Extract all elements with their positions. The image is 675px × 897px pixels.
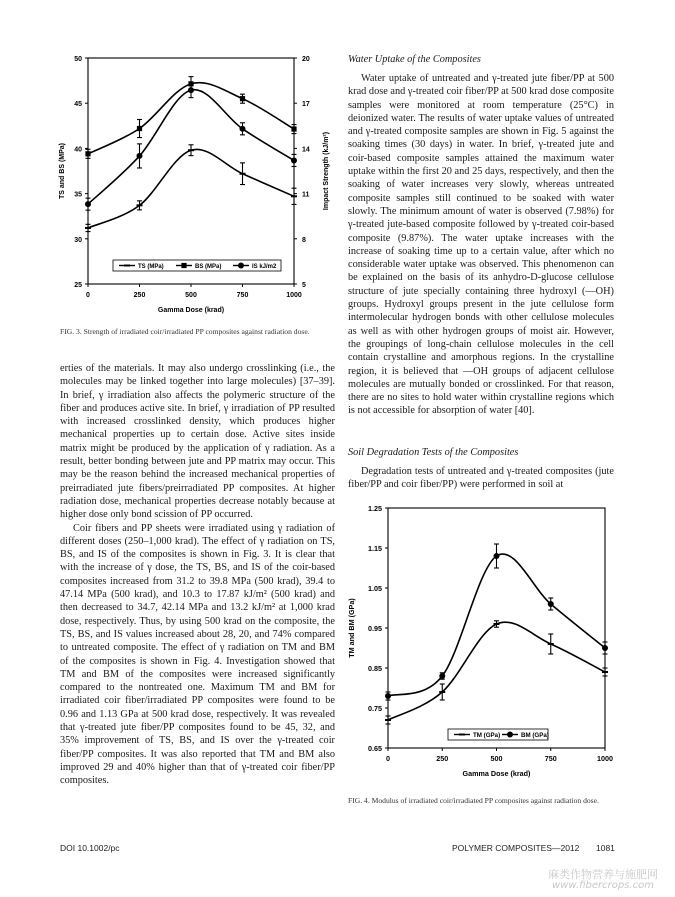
y2-tick-label: 20 — [302, 56, 310, 63]
water-uptake-paragraph: Water uptake of untreated and γ-treated jute fiber/PP at 500 krad dose and γ-treated coir fiber/PP at 500 krad dose composite samples were monitored at room temperature (25°C) in deionized water. The results of water uptake values of untreated and γ-treated composite samples are shown in Fig. 5 against the soaking times (30 days) in water. In brief, γ-treated jute and coir-based composite samples attained the maximum water uptake within the first 20 and 25 days, respectively, and then the soaking of water increases very slowly, whereas untreated composite samples still continued to be soaked with water slowly. The minimum amount of water is observed (7.98%) for γ-treated jute-based composite followed by γ-treated coir-based composite (9.87%). The water uptake increases with the increase of soaking time up to a certain value, after which no considerable water uptake was observed. This phenomenon can be explained on the basis of its anhydro-D-glucose cellulose structure of jute specially containing three hydroxyl (—OH) groups. Hydroxyl groups present in the jute cellulose form intermolecular hydrogen bonds with other cellulose molecules as well as with other hydrogen groups of moist air. However, the groupings of long-chain cellulose molecules in the cell contain crystalline and amorphous regions. In the crystalline region, it is believed that —OH groups of adjacent cellulose molecules are mutually bonded or crosslinked. For that reason, there are no sites to hold water within crystalline regions which is not accessible for absorption of water [40]. — [348, 73, 614, 417]
footer-doi: DOI 10.1002/pc — [60, 843, 120, 853]
footer-page-number: 1081 — [596, 843, 615, 853]
y-tick-label: 0.75 — [368, 704, 382, 713]
y-tick-label: 1.15 — [368, 544, 382, 553]
x-tick-label: 1000 — [286, 292, 302, 299]
y-tick-label: 45 — [74, 101, 82, 109]
data-point — [291, 157, 297, 163]
x-tick-label: 500 — [185, 292, 197, 299]
x-tick-label: 750 — [544, 754, 557, 763]
data-point — [188, 87, 194, 93]
data-point — [548, 601, 554, 607]
water-uptake-text — [348, 72, 614, 418]
y-tick-label: 30 — [74, 236, 82, 244]
legend-marker — [238, 263, 244, 269]
left-column-text — [60, 362, 335, 788]
watermark-url: www.fibercrops.com — [552, 880, 654, 891]
legend-marker — [181, 263, 186, 268]
left-paragraph-2: Coir fibers and PP sheets were irradiated using γ radiation of different doses (250–1,000 krad). The effect of γ radiation on TS, BS, and IS of the composites is shown in Fig. 3. It is clear that with the increase of γ dose, the TS, BS, and IS of the coir-based composites increased from 31.2 to 39.8 MPa (500 krad), 39.4 to 47.14 MPa (500 krad), and 10.3 to 17.87 kJ/m² (500 krad) and then decreased to 34.7, 42.14 MPa and 13.2 kJ/m² at 1,000 krad dose, respectively. Thus, by using 500 krad on the composite, the TS, BS, and IS values increased about 28, 20, and 74% compared to untreated composite. The effect of γ radiation on TM and BM of the composites is shown in Fig. 4. Investigation showed that TM and BM of the composites were increased significantly compared to the nontreated one. Maximum TM and BM for irradiated coir fiber/irradiated PP composites were found to be 0.96 and 1.13 GPa at 500 krad dose, respectively. It was revealed that γ-treated jute fiber/PP composites found to be 45, 32, and 35% improvement of TS, BS, and IS over the γ-treated coir fiber/PP composites. It was also reported that TM and BM also improved 29 and 40% higher than that of γ-treated coir fiber/PP composites. — [60, 522, 335, 787]
legend-label: BM (GPa) — [521, 732, 549, 739]
soil-degradation-paragraph: Degradation tests of untreated and γ-treated composites (jute fiber/PP and coir fiber/PP) were performed in soil at — [348, 466, 614, 491]
x-tick-label: 500 — [490, 754, 503, 763]
x-axis-label: Gamma Dose (krad) — [157, 307, 225, 314]
series-line — [388, 622, 605, 720]
data-point — [494, 553, 500, 559]
legend-label: TS (MPa) — [138, 264, 164, 270]
water-uptake-heading: Water Uptake of the Composites — [348, 54, 481, 65]
y-tick-label: 25 — [74, 282, 82, 289]
y2-tick-label: 14 — [302, 146, 310, 154]
y-tick-label: 0.85 — [368, 664, 382, 673]
x-axis-label: Gamma Dose (krad) — [462, 769, 531, 778]
x-tick-label: 250 — [133, 292, 146, 299]
y-tick-label: 35 — [74, 191, 82, 199]
data-point — [240, 96, 245, 101]
y-tick-label: 1.25 — [368, 504, 382, 513]
left-paragraph-1: erties of the materials. It may also undergo crosslinking (i.e., the molecules may be linked together into large molecules) [37–39]. In brief, γ irradiation also affects the polymeric structure of the fiber and produces active site. In brief, γ irradiation of PP resulted with increased crosslinked density, which produces higher mechanical properties up to certain dose. Active sites inside matrix might be produced by the application of γ radiation. As a result, better bonding between jute and PP matrix may occur. This may be the reason behind the increased mechanical properties of preirradiated jute fibers/preirradiated PP composites. At higher radiation dose, mechanical properties decrease notably because at higher dose only bond scission of PP occurred. — [60, 363, 335, 521]
data-point — [385, 693, 391, 699]
figure-4-svg — [340, 500, 625, 790]
x-tick-label: 0 — [386, 754, 390, 763]
legend-marker — [507, 732, 513, 738]
y-axis-label: TM and BM (GPa) — [347, 598, 356, 658]
figure-3-svg — [50, 48, 345, 320]
figure-3-chart — [50, 48, 345, 320]
y2-tick-label: 17 — [302, 101, 310, 109]
data-point — [85, 151, 90, 156]
y2-tick-label: 8 — [302, 236, 306, 244]
y-axis-label: TS and BS (MPa) — [59, 142, 66, 200]
soil-degradation-heading: Soil Degradation Tests of the Composites — [348, 447, 519, 458]
data-point — [240, 126, 246, 132]
figure-3-caption: FIG. 3. Strength of irradiated coir/irradiated PP composites against radiation dose. — [60, 327, 310, 336]
x-tick-label: 750 — [236, 292, 249, 299]
y2-tick-label: 11 — [302, 191, 310, 199]
legend-label: IS kJ/m2 — [252, 264, 277, 270]
soil-degradation-text — [348, 465, 614, 492]
figure-4-caption: FIG. 4. Modulus of irradiated coir/irradiated PP composites against radiation dose. — [348, 796, 599, 805]
legend-label: BS (MPa) — [195, 264, 222, 270]
data-point — [85, 201, 91, 207]
x-tick-label: 0 — [86, 292, 90, 299]
data-point — [602, 645, 608, 651]
y-tick-label: 0.65 — [368, 744, 382, 753]
data-point — [439, 673, 445, 679]
series-line — [88, 149, 294, 228]
data-point — [137, 126, 142, 131]
y-tick-label: 1.05 — [368, 584, 382, 593]
x-tick-label: 1000 — [597, 754, 613, 763]
y-tick-label: 0.95 — [368, 624, 382, 633]
y2-axis-label: Impact Strength (kJ/m²) — [323, 131, 330, 211]
y-tick-label: 40 — [74, 146, 82, 154]
x-tick-label: 250 — [436, 754, 449, 763]
y-tick-label: 50 — [74, 56, 82, 63]
data-point — [137, 153, 143, 159]
data-point — [291, 126, 296, 131]
watermark-chinese: 麻类作物营养与施肥网 — [548, 868, 658, 881]
footer-journal: POLYMER COMPOSITES—2012 — [452, 843, 580, 853]
legend-label: TM (GPa) — [473, 732, 501, 739]
y2-tick-label: 5 — [302, 282, 306, 289]
figure-4-chart — [340, 500, 625, 790]
